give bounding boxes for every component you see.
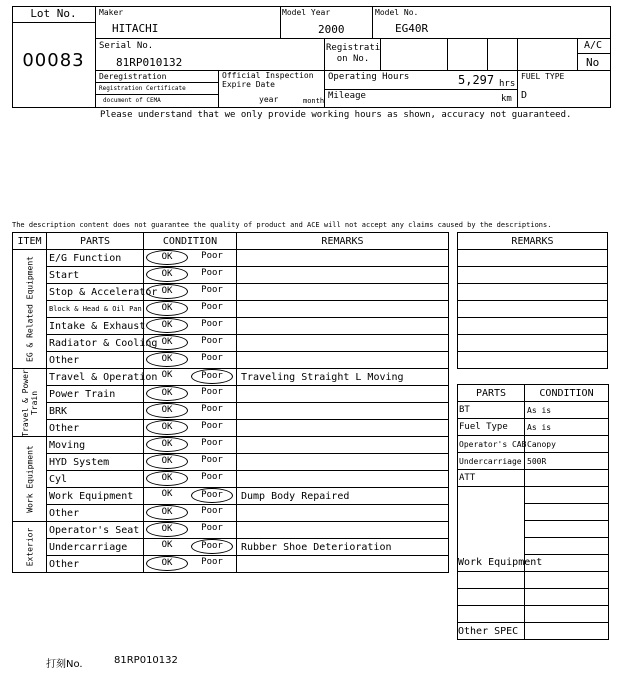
condition-ok-selected: OK (146, 284, 188, 299)
spec-row (458, 470, 609, 487)
remarks-cell: Dump Body Repaired (237, 488, 449, 505)
spec-part: Undercarriage (458, 453, 525, 470)
part-name: HYD System (47, 454, 144, 471)
condition-poor-selected: Poor (191, 369, 233, 384)
part-name: Other (47, 420, 144, 437)
model-no-label: Model No. (375, 8, 419, 17)
spec-condition: As is (525, 402, 609, 419)
month-label: month (303, 97, 325, 105)
part-name: Radiator & Cooling (47, 335, 144, 352)
remarks-cell (237, 386, 449, 403)
spec-condition: As is (525, 419, 609, 436)
remarks-cell (237, 335, 449, 352)
spec-row (458, 453, 609, 470)
col-item: ITEM (13, 233, 47, 250)
cema-label: document of CEMA (103, 97, 161, 104)
condition-ok-selected: OK (146, 505, 188, 520)
part-name: Power Train (47, 386, 144, 403)
condition-ok-selected: OK (146, 352, 188, 367)
part-name: Operator's Seat (47, 522, 144, 539)
footer-value: 81RP010132 (114, 655, 178, 666)
condition-poor: Poor (201, 404, 223, 414)
condition-poor: Poor (201, 438, 223, 448)
condition-ok-selected: OK (146, 301, 188, 316)
ac-label: A/C (584, 40, 603, 51)
part-name: Stop & Accelerator (47, 284, 144, 301)
remarks-cell (237, 420, 449, 437)
model-year-value: 2000 (318, 23, 345, 36)
condition-poor: Poor (201, 557, 223, 567)
condition-poor: Poor (201, 472, 223, 482)
condition-ok-selected: OK (146, 250, 188, 265)
spec-col-condition: CONDITION (525, 385, 609, 402)
condition-ok-selected: OK (146, 318, 188, 333)
right-remarks-header: REMARKS (458, 233, 608, 250)
spec-row (458, 419, 609, 436)
serial-no-value: 81RP010132 (116, 56, 183, 69)
spec-condition (525, 470, 609, 487)
condition-ok-selected: OK (146, 403, 188, 418)
model-year-label: Model Year (282, 8, 331, 17)
remarks-cell (237, 471, 449, 488)
part-name: Start (47, 267, 144, 284)
footer-label: 打刻No. (46, 659, 83, 670)
part-name: BRK (47, 403, 144, 420)
work-equipment-label: Work Equipment (458, 555, 525, 572)
remarks-cell (237, 437, 449, 454)
remarks-cell (237, 301, 449, 318)
other-spec-label: Other SPEC (458, 623, 525, 640)
part-name: Other (47, 352, 144, 369)
condition-ok-selected: OK (146, 437, 188, 452)
operating-hours-value: 5,297 (458, 73, 495, 87)
condition-poor: Poor (201, 523, 223, 533)
model-no-value: EG40R (395, 22, 429, 35)
remarks-cell (237, 505, 449, 522)
condition-ok-selected: OK (146, 556, 188, 571)
spec-row (458, 402, 609, 419)
col-remarks: REMARKS (237, 233, 449, 250)
deregistration-label: Deregistration (99, 72, 167, 81)
remarks-cell (237, 522, 449, 539)
condition-poor: Poor (201, 353, 223, 363)
part-name: Other (47, 505, 144, 522)
condition-ok: OK (161, 489, 173, 499)
condition-ok: OK (161, 540, 173, 550)
condition-poor: Poor (201, 336, 223, 346)
condition-poor: Poor (201, 506, 223, 516)
condition-ok-selected: OK (146, 522, 188, 537)
spec-table (457, 384, 609, 640)
right-remarks-table (457, 232, 608, 369)
operating-hours-label: Operating Hours (328, 72, 410, 82)
km-unit: km (501, 94, 512, 104)
lot-number: 00083 (22, 50, 85, 71)
remarks-cell (237, 403, 449, 420)
fuel-type-value: D (521, 90, 528, 101)
part-name: Cyl (47, 471, 144, 488)
part-name: Undercarriage (47, 539, 144, 556)
condition-ok-selected: OK (146, 386, 188, 401)
condition-poor-selected: Poor (191, 488, 233, 503)
remarks-cell (237, 284, 449, 301)
serial-no-label: Serial No. (99, 41, 154, 51)
ac-value: No (586, 56, 600, 69)
disclaimer-text: The description content does not guarantee the quality of product and ACE will not accept any claims caused by the descriptions. (12, 221, 552, 229)
fuel-type-label: FUEL TYPE (521, 72, 565, 81)
part-name: Block & Head & Oil Pan (47, 301, 144, 318)
spec-condition: 500R (525, 453, 609, 470)
condition-poor: Poor (201, 302, 223, 312)
remarks-cell (237, 454, 449, 471)
col-parts: PARTS (47, 233, 144, 250)
registration-no-label: Registrati on No. (326, 43, 381, 64)
registration-certificate-label: Registration Certificate (99, 85, 186, 92)
remarks-cell: Rubber Shoe Deterioration (237, 539, 449, 556)
spec-col-parts: PARTS (458, 385, 525, 402)
remarks-cell (237, 556, 449, 573)
notice-text: Please understand that we only provide working hours as shown, accuracy not guaranteed. (100, 110, 572, 120)
condition-ok-selected: OK (146, 335, 188, 350)
condition-poor: Poor (201, 387, 223, 397)
condition-ok-selected: OK (146, 471, 188, 486)
spec-row (458, 436, 609, 453)
condition-ok-selected: OK (146, 267, 188, 282)
remarks-cell (237, 318, 449, 335)
condition-poor: Poor (201, 455, 223, 465)
condition-poor: Poor (201, 421, 223, 431)
condition-ok: OK (161, 370, 173, 380)
hrs-unit: hrs (499, 79, 516, 89)
part-name: Other (47, 556, 144, 573)
part-name: Intake & Exhaust (47, 318, 144, 335)
year-label: year (259, 95, 279, 104)
mileage-label: Mileage (328, 91, 366, 101)
part-name: Travel & Operation (47, 369, 144, 386)
condition-poor: Poor (201, 268, 223, 278)
group-label: Travel & Power Train (13, 369, 47, 437)
remarks-cell: Traveling Straight L Moving (237, 369, 449, 386)
condition-poor: Poor (201, 251, 223, 261)
group-label: Exterior (13, 522, 47, 573)
condition-ok-selected: OK (146, 420, 188, 435)
inspection-label: Official Inspection Expire Date (222, 71, 314, 89)
condition-poor: Poor (201, 319, 223, 329)
remarks-cell (237, 250, 449, 267)
condition-poor-selected: Poor (191, 539, 233, 554)
group-label: EG & Related Equipment (13, 250, 47, 369)
spec-part: Operator's CAB (458, 436, 525, 453)
lot-no-label: Lot No. (30, 7, 77, 20)
part-name: Work Equipment (47, 488, 144, 505)
spec-part: BT (458, 402, 525, 419)
remarks-cell (237, 267, 449, 284)
condition-ok-selected: OK (146, 454, 188, 469)
condition-poor: Poor (201, 285, 223, 295)
spec-part: Fuel Type (458, 419, 525, 436)
remarks-cell (237, 352, 449, 369)
col-condition: CONDITION (144, 233, 237, 250)
spec-part: ATT (458, 470, 525, 487)
table-header-row (13, 233, 449, 250)
group-label: Work Equipment (13, 437, 47, 522)
maker-value: HITACHI (112, 22, 159, 35)
maker-label: Maker (99, 8, 124, 17)
spec-condition: Canopy (525, 436, 609, 453)
part-name: E/G Function (47, 250, 144, 267)
part-name: Moving (47, 437, 144, 454)
